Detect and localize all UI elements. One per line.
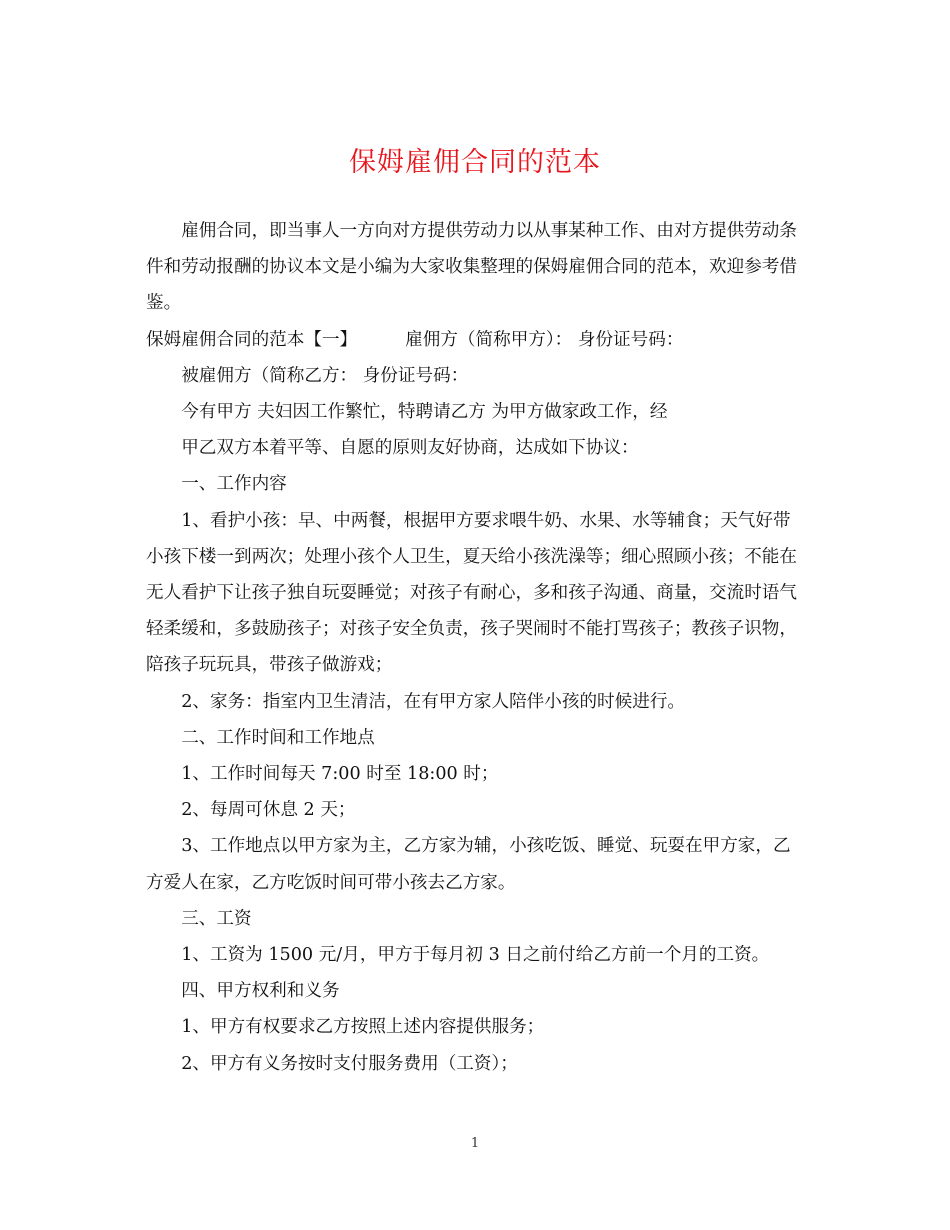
sample-heading-line xyxy=(146,322,806,358)
clause-2-1: 1、工作时间每天 7:00 时至 18:00 时； xyxy=(181,764,499,785)
sample-heading: 保姆雇佣合同的范本【一】 xyxy=(146,329,358,350)
clause-4-1: 1、甲方有权要求乙方按照上述内容提供服务； xyxy=(181,1017,545,1038)
section-heading-4: 四、甲方权利和义务 xyxy=(181,981,340,1002)
preamble-line-1: 今有甲方 夫妇因工作繁忙，特聘请乙方 为甲方做家政工作，经 xyxy=(181,402,668,423)
section-heading-1: 一、工作内容 xyxy=(181,474,287,495)
section-heading-3: 三、工资 xyxy=(181,908,252,929)
section-heading-2: 二、工作时间和工作地点 xyxy=(181,727,375,748)
page-number: 1 xyxy=(470,1136,480,1151)
employee-line: 被雇佣方（简称乙方： 身份证号码： xyxy=(181,365,469,386)
document-body xyxy=(146,213,806,1082)
clause-1-2: 2、家务：指室内卫生清洁，在有甲方家人陪伴小孩的时候进行。 xyxy=(181,691,686,712)
clause-1-1: 1、看护小孩：早、中两餐，根据甲方要求喂牛奶、水果、水等辅食；天气好带小孩下楼一到两次；处理小孩个人卫生，夏天给小孩洗澡等；细心照顾小孩；不能在无人看护下让孩子独自玩耍睡觉；对孩子有耐心，多和孩子沟通、商量，交流时语气轻柔缓和，多鼓励孩子；对孩子安全负责，孩子哭闹时不能打骂孩子；教孩子识物，陪孩子玩玩具，带孩子做游戏； xyxy=(146,510,797,676)
employer-line: 雇佣方（简称甲方）： 身份证号码： xyxy=(405,329,684,350)
intro-paragraph: 雇佣合同，即当事人一方向对方提供劳动力以从事某种工作、由对方提供劳动条件和劳动报酬的协议本文是小编为大家收集整理的保姆雇佣合同的范本，欢迎参考借鉴。 xyxy=(146,221,797,314)
preamble-line-2: 甲乙双方本着平等、自愿的原则友好协商，达成如下协议： xyxy=(181,438,639,459)
clause-2-3: 3、工作地点以甲方家为主，乙方家为辅，小孩吃饭、睡觉、玩耍在甲方家，乙方爱人在家，乙方吃饭时间可带小孩去乙方家。 xyxy=(146,836,791,893)
clause-3-1: 1、工资为 1500 元/月，甲方于每月初 3 日之前付给乙方前一个月的工资。 xyxy=(181,945,770,966)
document-title: 保姆雇佣合同的范本 xyxy=(349,147,601,178)
clause-4-2: 2、甲方有义务按时支付服务费用（工资）； xyxy=(181,1053,518,1074)
clause-2-2: 2、每周可休息 2 天； xyxy=(181,800,356,821)
